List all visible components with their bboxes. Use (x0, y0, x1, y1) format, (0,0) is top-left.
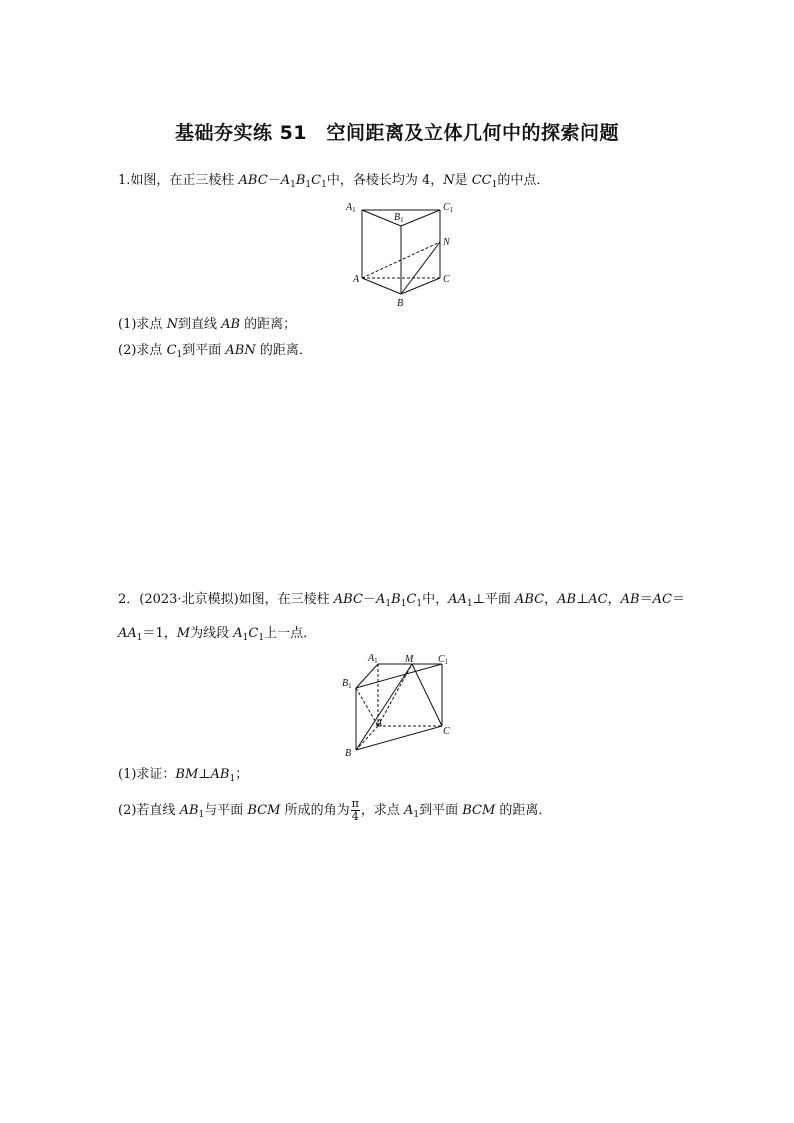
segment-am-hidden (378, 664, 412, 726)
segment-ab1-hidden (356, 688, 378, 726)
page-title: 基础夯实练 51 空间距离及立体几何中的探索问题 (174, 122, 620, 144)
label-c1: $C_1$ (438, 654, 449, 666)
label-a1: $A_1$ (346, 202, 356, 214)
edge-ab (362, 278, 401, 294)
prism-figure-1 (342, 196, 458, 314)
edge-ab-hidden (356, 726, 378, 750)
problem2-intro-line2: $AA_1=1$，M为线段 $A_1C_1$上一点． (118, 626, 317, 643)
problem1-question2: (2)求点 $C_1$到平面 ABN 的距离． (118, 343, 312, 360)
edge-a1b1 (356, 664, 378, 688)
segment-cm (412, 664, 442, 726)
problem2-intro-line1: 2．(2023·北京模拟)如图，在三棱柱 $ABC-A_1B_1C_1$中，$AA_1\perp$平面 ABC，AB⊥AC，AB＝AC＝ (118, 592, 685, 609)
label-c1: $C_1$ (443, 202, 454, 214)
label-a1: $A_1$ (368, 653, 378, 665)
problem2-question1: (1)求证：$BM\perp AB_1$； (118, 767, 249, 784)
edge-b1c1 (401, 210, 440, 226)
label-b1: $B_1$ (342, 678, 352, 690)
label-m: M (405, 654, 414, 665)
problem2-question2: (2)若直线 $AB_1$与平面 BCM 所成的角为 $\frac{\pi}{4}$ ，求点 $A_1$到平面 BCM 的距离． (118, 797, 552, 823)
label-b: B (397, 298, 404, 309)
label-b: B (345, 748, 352, 759)
label-a: A (353, 274, 360, 285)
label-b1: $B_1$ (394, 212, 404, 224)
fraction-pi-over-4: $\frac{\pi}{4}$ (351, 797, 359, 823)
problem1-intro: 1.如图，在正三棱柱 $ABC-A_1B_1C_1$中，各棱长均为 4，N是 $CC_1$的中点． (118, 173, 550, 190)
prism-figure-2 (336, 648, 462, 762)
label-n: N (443, 237, 450, 248)
problem1-question1: (1)求点 N到直线 AB 的距离； (118, 317, 297, 332)
label-c: C (443, 726, 450, 737)
label-c: C (443, 274, 450, 285)
label-a: A (376, 718, 383, 729)
